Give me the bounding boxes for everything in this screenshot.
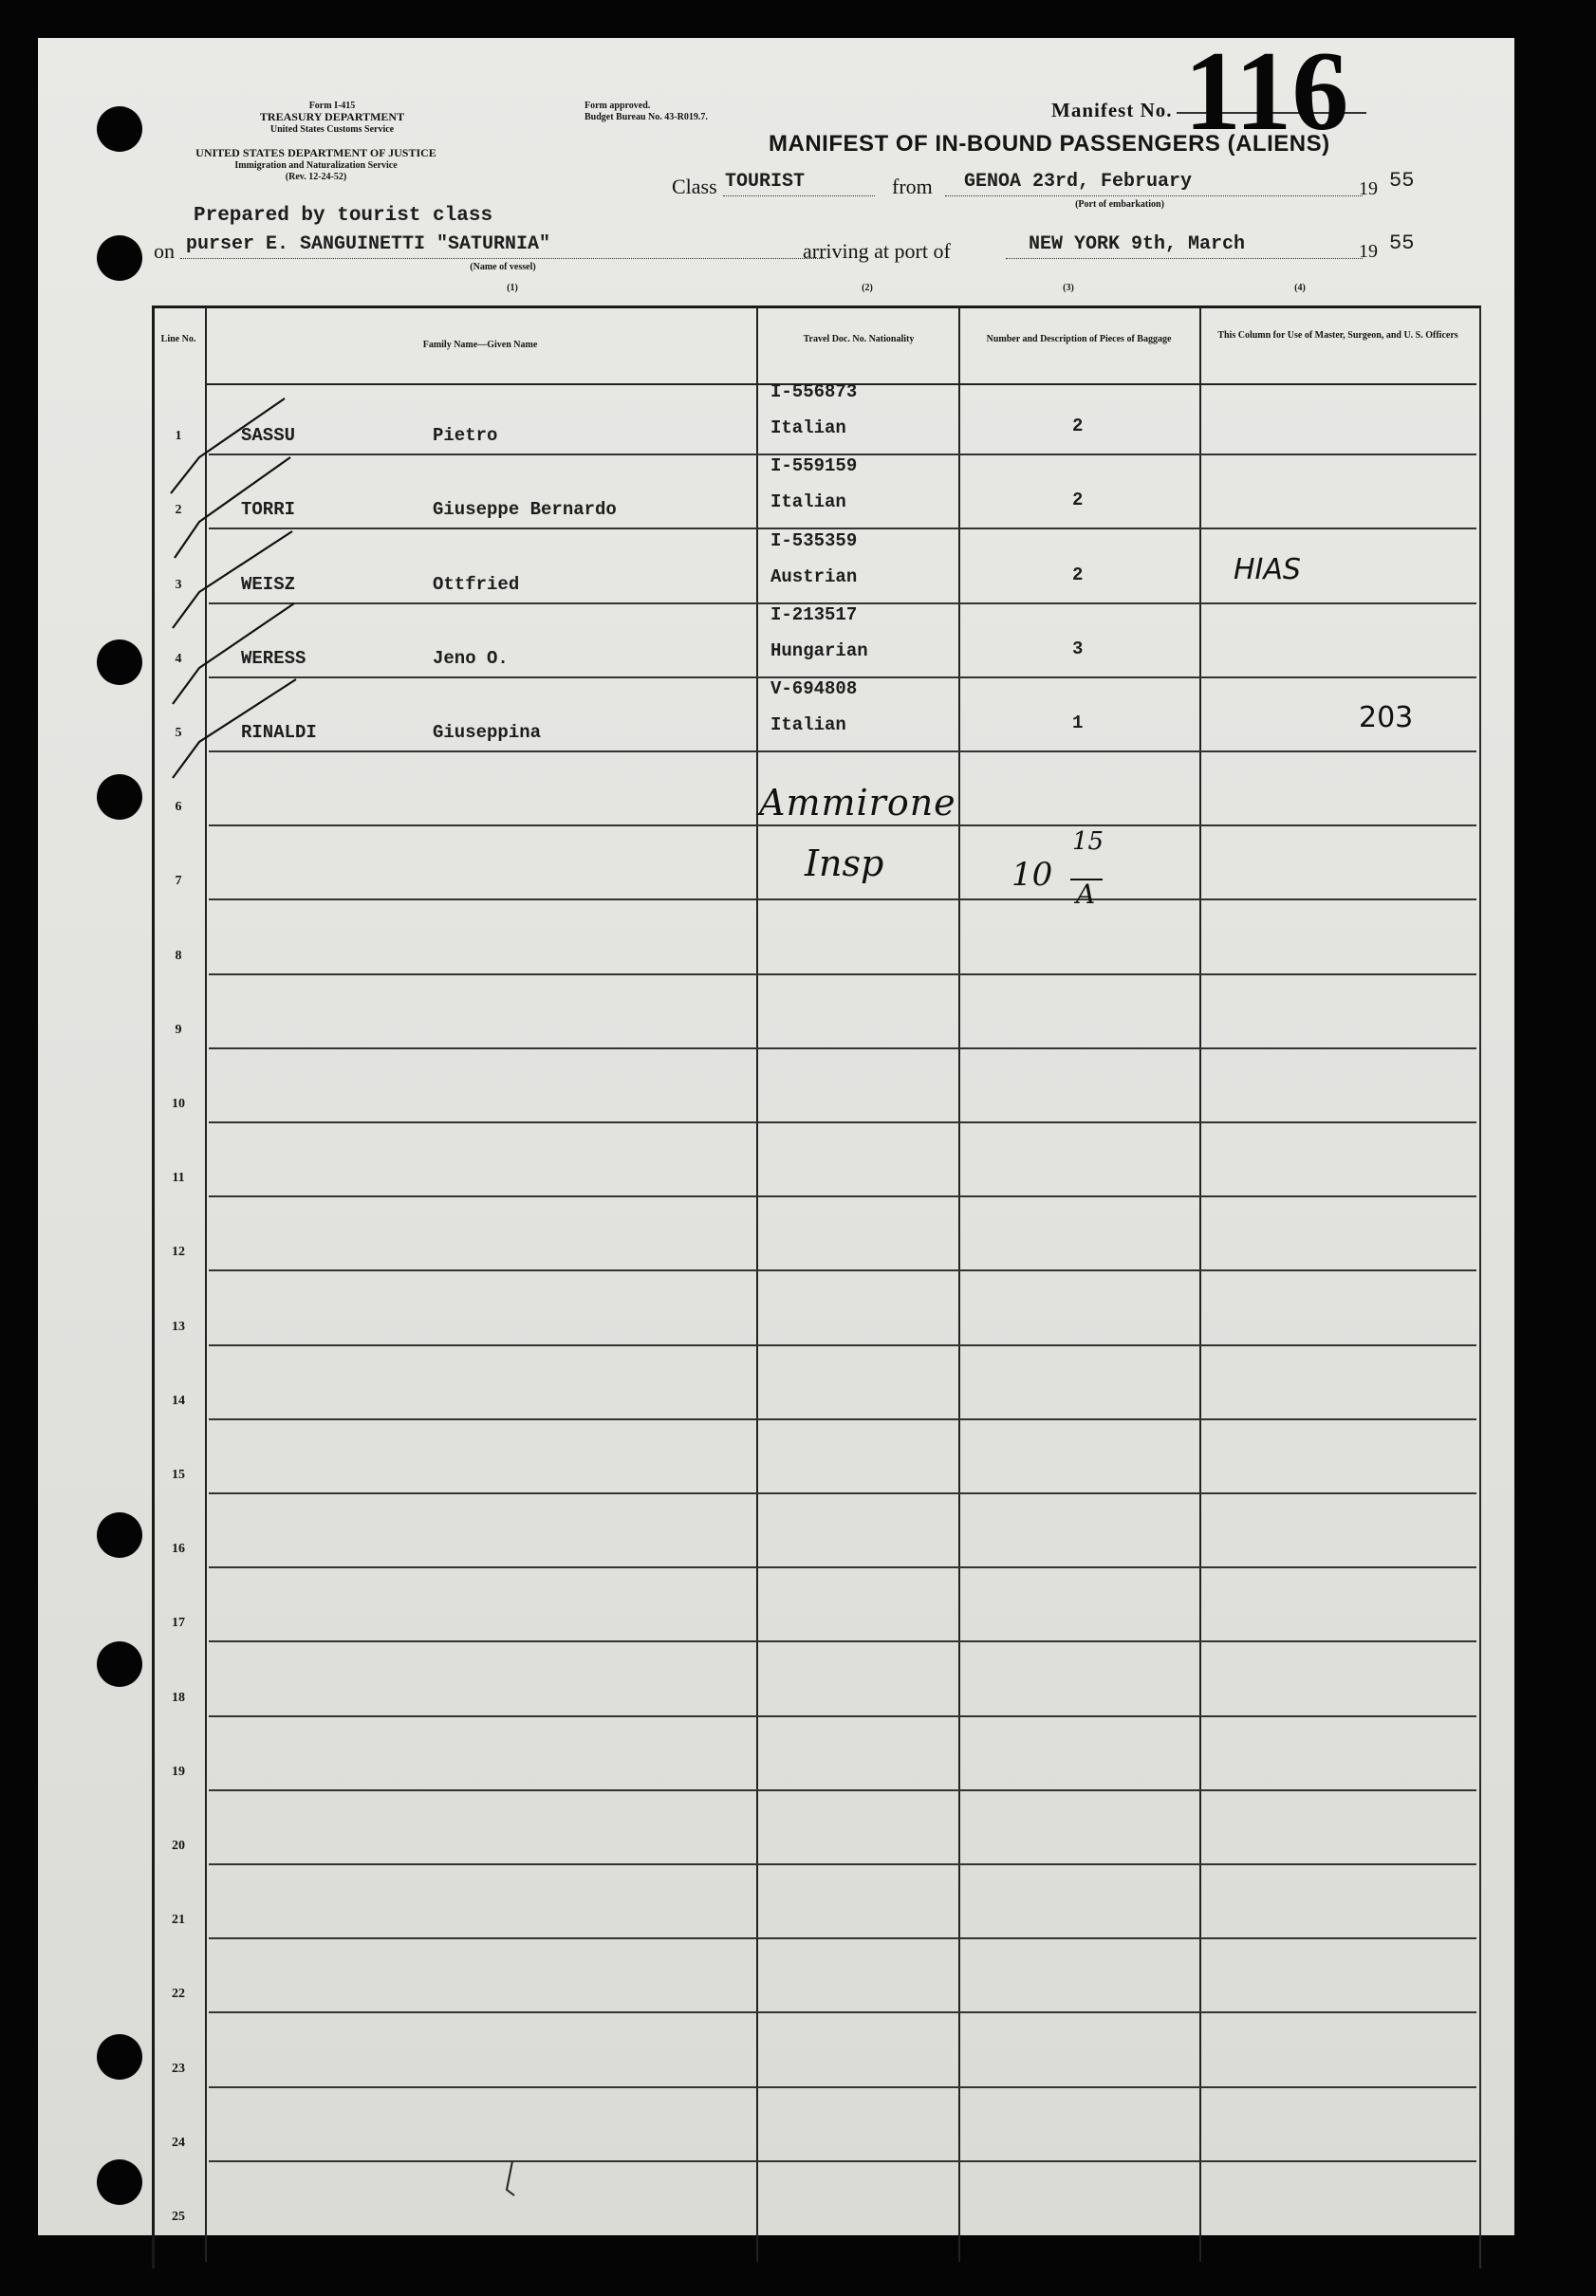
line-number: 10 (172, 1097, 185, 1111)
column-divider (756, 307, 758, 2262)
vessel-name: purser E. SANGUINETTI "SATURNIA" (186, 233, 551, 255)
line-number: 13 (172, 1319, 185, 1334)
column-number-3: (3) (1063, 283, 1074, 293)
line-number: 21 (172, 1913, 185, 1928)
officer-note: 203 (1359, 701, 1414, 734)
manifest-sheet (38, 28, 1514, 2235)
punch-hole (97, 1512, 142, 1558)
travel-document-number: I-535359 (770, 529, 858, 551)
row-line (209, 2086, 1476, 2088)
line-number: 4 (175, 651, 182, 666)
handwritten-count: 10 (1011, 856, 1053, 894)
department-of-justice: UNITED STATES DEPARTMENT OF JUSTICE (195, 146, 436, 159)
column-divider (958, 307, 960, 2262)
header-officers: This Column for Use of Master, Surgeon, and U. S. Officers (1217, 330, 1458, 341)
year-value-2: 55 (1389, 231, 1415, 255)
line-number: 20 (172, 1839, 185, 1853)
row-line (209, 1047, 1476, 1049)
passenger-family-name: TORRI (241, 499, 296, 521)
check-marks (161, 380, 351, 816)
arriving-underline (1006, 258, 1363, 259)
punch-hole (97, 639, 142, 685)
line-number: 15 (172, 1468, 185, 1482)
punch-hole (97, 106, 142, 152)
form-number: Form I-415 (308, 101, 356, 111)
row-line (209, 1269, 1476, 1271)
line-number: 1 (175, 429, 182, 444)
prepared-by: Prepared by tourist class (194, 205, 493, 227)
line-number: 24 (172, 2135, 185, 2150)
line-number: 3 (175, 577, 182, 592)
row-line (209, 1492, 1476, 1494)
line-number: 14 (172, 1393, 185, 1408)
punch-hole (97, 2034, 142, 2080)
line-number: 17 (172, 1616, 185, 1631)
arriving-label: arriving at port of (803, 239, 951, 263)
row-line (209, 1715, 1476, 1717)
row-line (209, 1344, 1476, 1346)
class-underline (723, 195, 875, 196)
passenger-given-name: Ottfried (433, 573, 520, 595)
check-mark-icon (173, 603, 294, 704)
check-mark-icon (171, 398, 285, 493)
vessel-underline (180, 258, 826, 259)
row-line (209, 1121, 1476, 1123)
row-line (209, 1789, 1476, 1791)
handwritten-count-sub: A (1076, 879, 1096, 910)
stray-mark (493, 2157, 531, 2214)
port-embarkation-caption: (Port of embarkation) (1075, 199, 1164, 210)
baggage-count: 2 (1072, 416, 1084, 437)
inspector-signature: Ammirone (759, 782, 956, 824)
nationality: Italian (770, 714, 846, 735)
passenger-family-name: SASSU (241, 425, 296, 447)
travel-document-number: I-559159 (770, 455, 858, 477)
row-line (209, 1195, 1476, 1197)
row-line (209, 898, 1476, 900)
from-underline (945, 195, 1363, 196)
passenger-family-name: WEISZ (241, 573, 296, 595)
punch-hole (97, 1641, 142, 1687)
nationality: Italian (770, 491, 846, 513)
column-number-2: (2) (862, 283, 873, 293)
row-line (209, 750, 1476, 752)
baggage-count: 2 (1072, 564, 1084, 585)
manifest-title: MANIFEST OF IN-BOUND PASSENGERS (ALIENS) (769, 131, 1330, 157)
row-line (209, 2011, 1476, 2013)
line-number: 8 (175, 948, 182, 963)
class-value: TOURIST (725, 171, 806, 193)
row-line (209, 1640, 1476, 1642)
row-line (209, 1418, 1476, 1420)
passenger-given-name: Jeno O. (433, 647, 509, 669)
header-name: Family Name—Given Name (422, 340, 538, 350)
class-label: Class (672, 175, 717, 198)
handwritten-count-sup: 15 (1072, 827, 1104, 856)
row-line (209, 824, 1476, 826)
column-divider (1199, 307, 1201, 2262)
line-number: 2 (175, 503, 182, 518)
travel-document-number: I-556873 (770, 381, 858, 403)
column-number-1: (1) (507, 283, 518, 293)
inspector-abbrev: Insp (805, 842, 884, 884)
line-number: 23 (172, 2061, 185, 2076)
passenger-given-name: Giuseppina (433, 722, 542, 743)
passenger-given-name: Giuseppe Bernardo (433, 499, 617, 521)
line-number: 19 (172, 1764, 185, 1779)
line-number: 25 (172, 2210, 185, 2224)
manifest-number: 116 (1184, 28, 1349, 154)
check-mark-icon (173, 531, 292, 628)
line-number: 9 (175, 1022, 182, 1037)
ins-service: Immigration and Naturalization Service (234, 160, 398, 171)
from-value: GENOA 23rd, February (964, 171, 1193, 193)
row-line (209, 1566, 1476, 1568)
baggage-count: 3 (1072, 638, 1084, 659)
customs-service: United States Customs Service (269, 124, 395, 135)
row-line (209, 2160, 1476, 2162)
vessel-caption: (Name of vessel) (470, 262, 536, 272)
officer-note: HIAS (1234, 552, 1301, 586)
punch-hole (97, 2159, 142, 2205)
year-prefix-2: 19 (1359, 241, 1378, 262)
year-value-1: 55 (1389, 169, 1415, 193)
passenger-given-name: Pietro (433, 425, 498, 447)
row-line (209, 1937, 1476, 1939)
passenger-family-name: WERESS (241, 647, 306, 669)
baggage-count: 1 (1072, 713, 1084, 733)
travel-document-number: I-213517 (770, 603, 858, 625)
nationality: Austrian (770, 565, 858, 587)
form-approved: Form approved. (585, 101, 651, 111)
year-prefix-1: 19 (1359, 178, 1378, 199)
travel-document-number: V-694808 (770, 678, 858, 699)
line-number: 7 (175, 874, 182, 889)
line-number: 6 (175, 800, 182, 815)
row-line (209, 973, 1476, 975)
punch-hole (97, 235, 142, 281)
header-line-no: Line No. (160, 334, 196, 344)
column-number-4: (4) (1294, 283, 1306, 293)
line-number: 11 (172, 1171, 185, 1186)
on-label: on (154, 239, 175, 263)
from-label: from (892, 175, 933, 198)
baggage-count: 2 (1072, 490, 1084, 511)
passenger-family-name: RINALDI (241, 722, 317, 743)
arriving-value: NEW YORK 9th, March (1029, 233, 1246, 255)
line-number: 5 (175, 726, 182, 740)
check-mark-icon (173, 679, 296, 778)
header-baggage: Number and Description of Pieces of Baggage (986, 334, 1172, 344)
nationality: Hungarian (770, 639, 868, 661)
line-number: 22 (172, 1987, 185, 2002)
punch-hole (97, 774, 142, 820)
line-number: 16 (172, 1542, 185, 1557)
nationality: Italian (770, 417, 846, 439)
line-number: 18 (172, 1690, 185, 1705)
treasury-department: TREASURY DEPARTMENT (259, 110, 405, 123)
line-number: 12 (172, 1245, 185, 1260)
header-travel-doc: Travel Doc. No. Nationality (803, 334, 915, 344)
row-line (209, 1863, 1476, 1865)
manifest-table (152, 306, 1481, 2268)
manifest-no-label: Manifest No. (1051, 99, 1173, 121)
form-revision: (Rev. 12-24-52) (285, 172, 347, 182)
budget-bureau: Budget Bureau No. 43-R019.7. (585, 112, 708, 122)
